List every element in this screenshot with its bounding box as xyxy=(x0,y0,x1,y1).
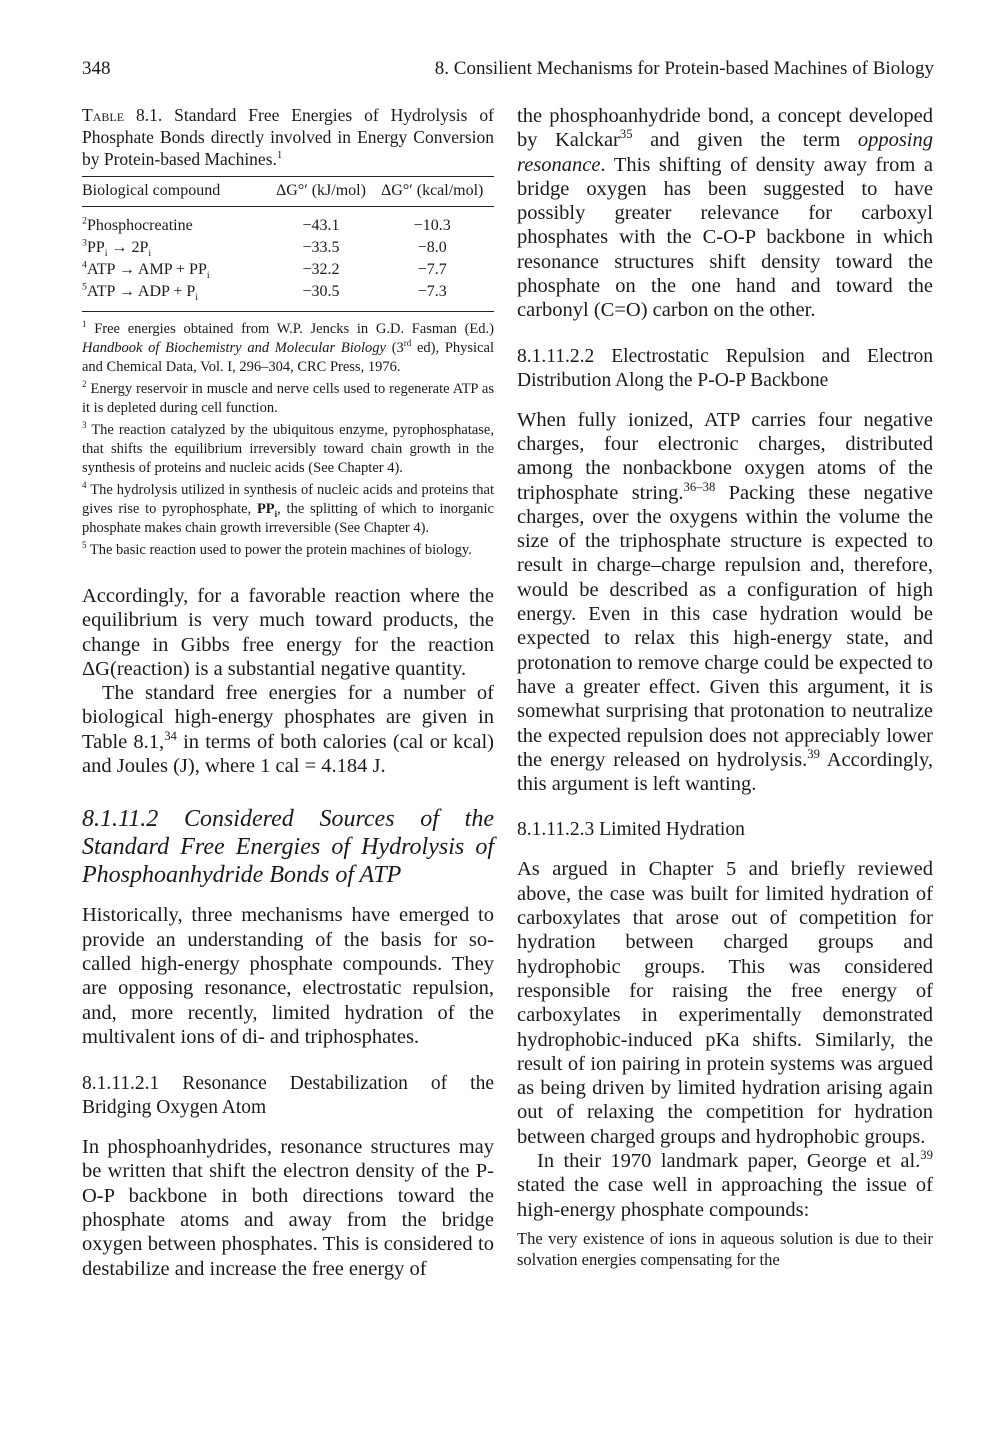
subsection-heading: 8.1.11.2.2 Electrostatic Repulsion and Electron Distribution Along the P-O-P Backbone xyxy=(517,345,933,391)
paragraph: In their 1970 landmark paper, George et al.$^{39}$ stated the case well in approaching the issue of high-energy phosphate compounds: xyxy=(517,1148,933,1221)
table-row xyxy=(82,259,494,281)
kcal-cell: −8.0 xyxy=(417,239,447,256)
table-caption-text: Standard Free Energies of Hydrolysis of Phosphate Bonds directly involved in Energy Conversion by Protein-based Machines. xyxy=(82,105,494,169)
kcal-cell: −7.3 xyxy=(417,283,447,300)
paragraph: When fully ionized, ATP carries four negative charges, four electronic charges, distributed among the nonbackbone oxygen atoms of the triphosphate string.$^{36-38}$ Packing these negative charges, over the oxygens within the volume the size of the triphosphate structure is expected to result in charge–charge repulsion and, therefore, would be described as a configuration of high energy. Even in this case hydration would be expected to relax this high-energy state, and protonation to remove charge could be expected to have a greater effect. Given this argument, it is somewhat surprising that protonation to neutralize the expected repulsion does not appreciably lower the energy released on hydrolysis.$^{39}$ Accordingly, this argument is left wanting. xyxy=(517,408,933,796)
kj-cell: −33.5 xyxy=(302,239,340,256)
hydrolysis-table xyxy=(82,177,494,312)
table-row xyxy=(82,281,494,312)
table-label: Table 8.1. xyxy=(82,105,163,125)
table-footnotes xyxy=(82,320,494,560)
compound-cell: $^3PP_i \to 2P_i$ xyxy=(82,237,152,260)
table-header-row xyxy=(82,177,494,207)
running-header xyxy=(82,58,934,86)
subsection-heading: 8.1.11.2.3 Limited Hydration xyxy=(517,819,745,841)
section-heading: 8.1.11.2 Considered Sources of the Standard Free Energies of Hydrolysis of Phosphoanhydride Bonds of ATP xyxy=(82,806,494,889)
footnote: $^1$ Free energies obtained from W.P. Jencks in G.D. Fasman (Ed.) Handbook of Biochemistry and Molecular Biology (3rd ed), Physical and Chemical Data, Vol. I, 296–304, CRC Press, 1976. xyxy=(82,319,494,375)
paragraph: Accordingly, for a favorable reaction where the equilibrium is very much toward products, the change in Gibbs free energy for the reaction ΔG(reaction) is a substantial negative quantity. xyxy=(82,585,494,680)
caption-footnote-ref: 1 xyxy=(276,149,283,162)
subsection-heading: 8.1.11.2.1 Resonance Destabilization of the Bridging Oxygen Atom xyxy=(82,1073,494,1119)
compound-cell: $^2$Phosphocreatine xyxy=(82,215,193,234)
table-row xyxy=(82,237,494,259)
compound-cell: $^5$ATP → ADP + $P_i$ xyxy=(82,281,199,304)
block-quote: The very existence of ions in aqueous solution is due to their solvation energies compensating for the xyxy=(517,1228,933,1269)
left-column xyxy=(82,104,494,1281)
paragraph: As argued in Chapter 5 and briefly reviewed above, the case was built for limited hydration of carboxylates that arose out of competition for hydration between charged groups and hydrophobic groups. This was considered responsible for raising the free energy of carboxylates in experimentally demonstrated hydrophobic-induced pKa shifts. Similarly, the result of ion pairing in protein systems was argued as being driven by limited hydration arising again out of relaxing the competition for hydration between charged groups and hydrophobic groups. xyxy=(517,858,933,1148)
table-row xyxy=(82,207,494,238)
table-caption xyxy=(82,104,494,170)
col-header-kcal: ΔG°′ (kcal/mol) xyxy=(381,182,484,199)
paragraph: the phosphoanhydride bond, a concept developed by Kalckar$^{35}$ and given the term opposing resonance. This shifting of density away from a bridge oxygen has been suggested to have possibly greater relevance for carboxyl phosphates with the C-O-P backbone in which resonance structures shift density toward the phosphate on the one hand and toward the carbonyl (C=O) carbon on the other. xyxy=(517,105,933,322)
kj-cell: −30.5 xyxy=(302,283,340,300)
footnote: $^4$ The hydrolysis utilized in synthesis of nucleic acids and proteins that gives rise to pyrophosphate, $PP_i$, the splitting of which to inorganic phosphate makes chain growth irreversible (See Chapter 4). xyxy=(82,480,494,536)
page-number: 348 xyxy=(82,58,111,79)
paragraph: In phosphoanhydrides, resonance structures may be written that shift the electron density of the P-O-P backbone in both directions toward the phosphate atoms and away from the bridge oxygen between phosphates. This is considered to destabilize and increase the free energy of xyxy=(82,1136,494,1280)
footnote: $^5$ The basic reaction used to power the protein machines of biology. xyxy=(82,540,472,558)
paragraph: The standard free energies for a number of biological high-energy phosphates are given in Table 8.1,34 in terms of both calories (cal or kcal) and Joules (J), where 1 cal = 4.184 J. xyxy=(82,682,494,778)
footnote: $^2$ Energy reservoir in muscle and nerve cells used to regenerate ATP as it is depleted during cell function. xyxy=(82,379,494,416)
col-header-compound: Biological compound xyxy=(82,182,221,199)
footnote: $^3$ The reaction catalyzed by the ubiquitous enzyme, pyrophosphatase, that shifts the equilibrium irreversibly toward chain growth in the synthesis of proteins and nucleic acids (See Chapter 4). xyxy=(82,420,494,476)
kcal-cell: −7.7 xyxy=(417,261,447,278)
left-body xyxy=(82,584,494,1281)
col-header-kj: ΔG°′ (kJ/mol) xyxy=(275,182,366,199)
kj-cell: −43.1 xyxy=(302,217,340,234)
paragraph: Historically, three mechanisms have emerged to provide an understanding of the basis for so-called high-energy phosphate compounds. They are opposing resonance, electrostatic repulsion, and, more recently, limited hydration of the multivalent ions of di- and triphosphates. xyxy=(82,904,494,1048)
right-column xyxy=(517,104,933,1270)
compound-cell: $^4$ATP → AMP + $PP_i$ xyxy=(82,259,210,282)
kcal-cell: −10.3 xyxy=(413,217,451,234)
kj-cell: −32.2 xyxy=(302,261,340,278)
running-head: 8. Consilient Mechanisms for Protein-based Machines of Biology xyxy=(434,58,934,79)
